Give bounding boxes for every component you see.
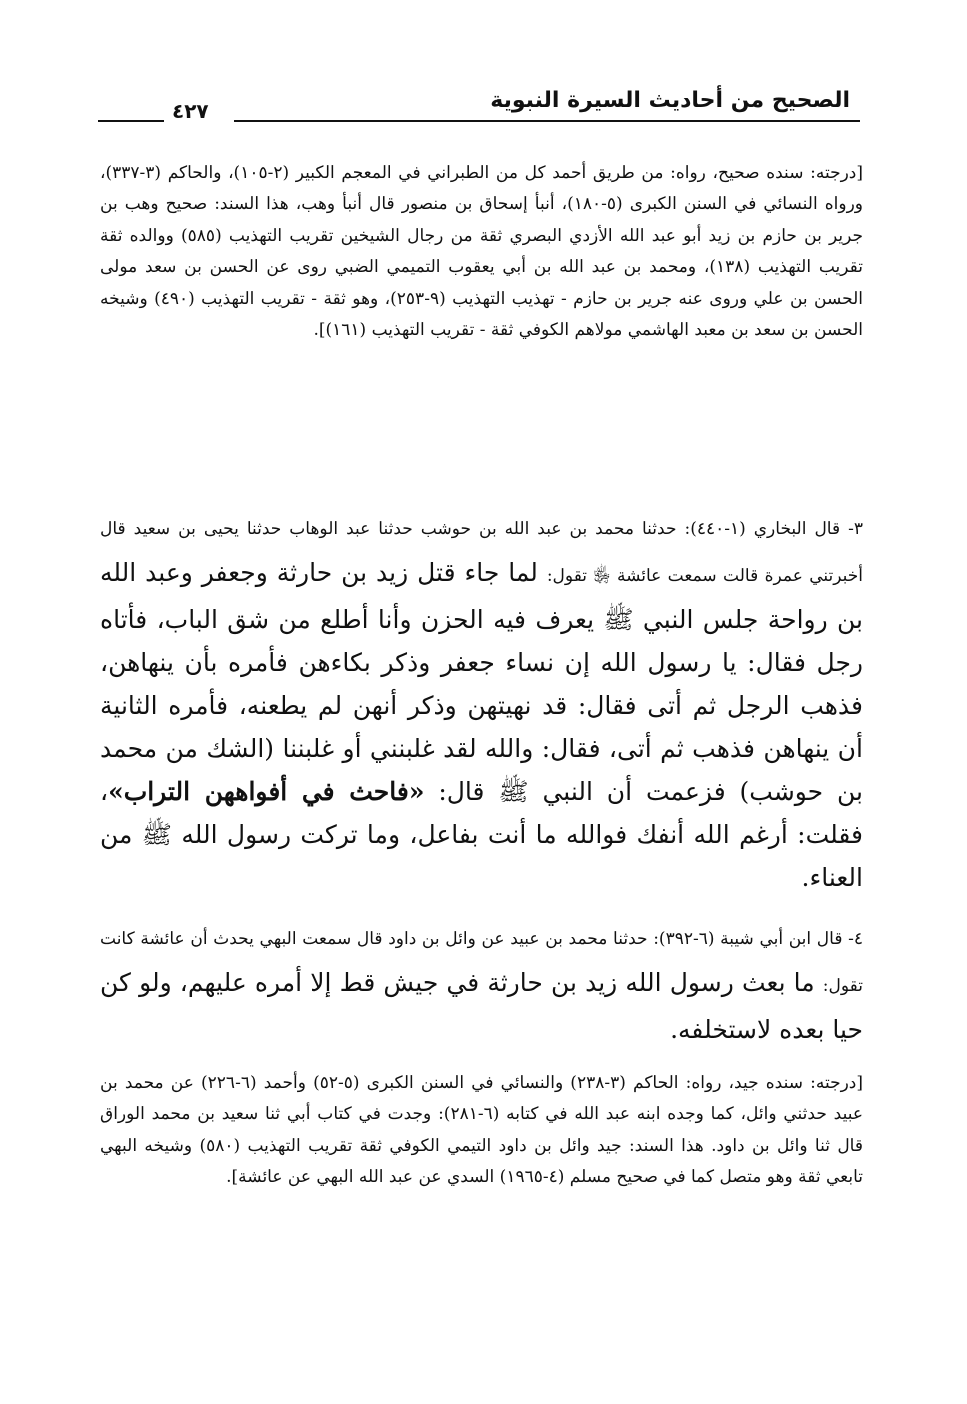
page-number: ٤٢٧ bbox=[172, 99, 209, 123]
hadith-quote: «فاحث في أفواههن التراب» bbox=[108, 777, 425, 806]
hadith-isnad: ٣- قال البخاري (١-٤٤٠): حدثنا محمد بن عبد الله بن حوشب حدثنا عبد الوهاب حدثنا يحيى بن سعيد قال أخبرتني عمرة قالت سمعت عائشة ﵂ تقول: bbox=[100, 519, 863, 586]
hadith-paragraph-4 bbox=[100, 918, 863, 1051]
running-title: الصحيح من أحاديث السيرة النبوية bbox=[490, 88, 850, 113]
running-header bbox=[98, 84, 860, 128]
grading-note-paragraph-2 bbox=[100, 1068, 863, 1194]
header-rule-left bbox=[98, 120, 164, 122]
grading-note-text: [درجته: سنده جيد، رواه: الحاكم (٣-٢٣٨) والنسائي في السنن الكبرى (٥-٥٢) وأحمد (٦-٢٢٦) عن محمد بن عبيد حدثني وائل، كما وجده ابنه عبد الله في كتابه (٦-٢٨١): وجدت في كتاب أبي ثنا سعيد بن محمد الوراق قال ثنا وائل بن داود. هذا السند: جيد وائل بن داود التيمي الكوفي ثقة تقريب التهذيب (٥٨٠) وشيخه البهي تابعي ثقة وهو متصل كما في صحيح مسلم (٤-١٩٦٥) السدي عن عبد الله البهي عن عائشة]. bbox=[100, 1073, 863, 1188]
header-rule-right bbox=[234, 120, 860, 122]
hadith-isnad: ٤- قال ابن أبي شيبة (٦-٣٩٢): حدثنا محمد بن عبيد عن وائل بن داود قال سمعت البهي يحدث أن عائشة كانت تقول: bbox=[100, 929, 863, 996]
grading-note-paragraph-1 bbox=[100, 158, 863, 346]
hadith-matn: ما بعث رسول الله زيد بن حارثة في جيش قط إلا أمره عليهم، ولو كن حيا بعده لاستخلفه. bbox=[100, 968, 863, 1044]
grading-note-text: [درجته: سنده صحيح، رواه: من طريق أحمد كل من الطبراني في المعجم الكبير (٢-١٠٥)، والحاكم (٣-٣٣٧)، ورواه النسائي في السنن الكبرى (٥-١٨٠)، أنبأ إسحاق بن منصور قال أنبأ وهب، هذا السند: صحيح وهب بن جرير بن حازم بن زيد أبو عبد الله الأزدي البصري ثقة من رجال الشيخين تقريب التهذيب (٥٨٥) ووالده ثقة تقريب التهذيب (١٣٨)، ومحمد بن عبد الله بن أبي يعقوب التميمي الضبي روى عن الحسن بن سعد مولى الحسن بن علي وروى عنه جرير بن حازم - تهذيب التهذيب (٩-٢٥٣)، وهو ثقة - تقريب التهذيب (٤٩٠) وشيخه الحسن بن سعد بن معبد الهاشمي مولاهم الكوفي ثقة - تقريب التهذيب (١٦١)]. bbox=[100, 163, 864, 341]
hadith-matn-part-1: لما جاء قتل زيد بن حارثة وجعفر وعبد الله بن رواحة جلس النبي ﷺ يعرف فيه الحزن وأنا أطلع من شق الباب، فأتاه رجل فقال: يا رسول الله إن نساء جعفر وذكر بكاءهن فأمره بأن ينهاهن، فذهب الرجل ثم أتى فقال: قد نهيتهن وذكر أنهن لم يطعنه، فأمره الثانية أن ينهاهن فذهب ثم أتى، فقال: والله لقد غلبنني أو غلبننا (الشك من محمد بن حوشب) فزعمت أن النبي ﷺ قال: bbox=[100, 558, 864, 806]
hadith-paragraph-3 bbox=[100, 508, 863, 899]
hadith-matn-part-2: ، فقلت: أرغم الله أنفك فوالله ما أنت بفاعل، وما تركت رسول الله ﷺ من العناء. bbox=[100, 777, 863, 892]
